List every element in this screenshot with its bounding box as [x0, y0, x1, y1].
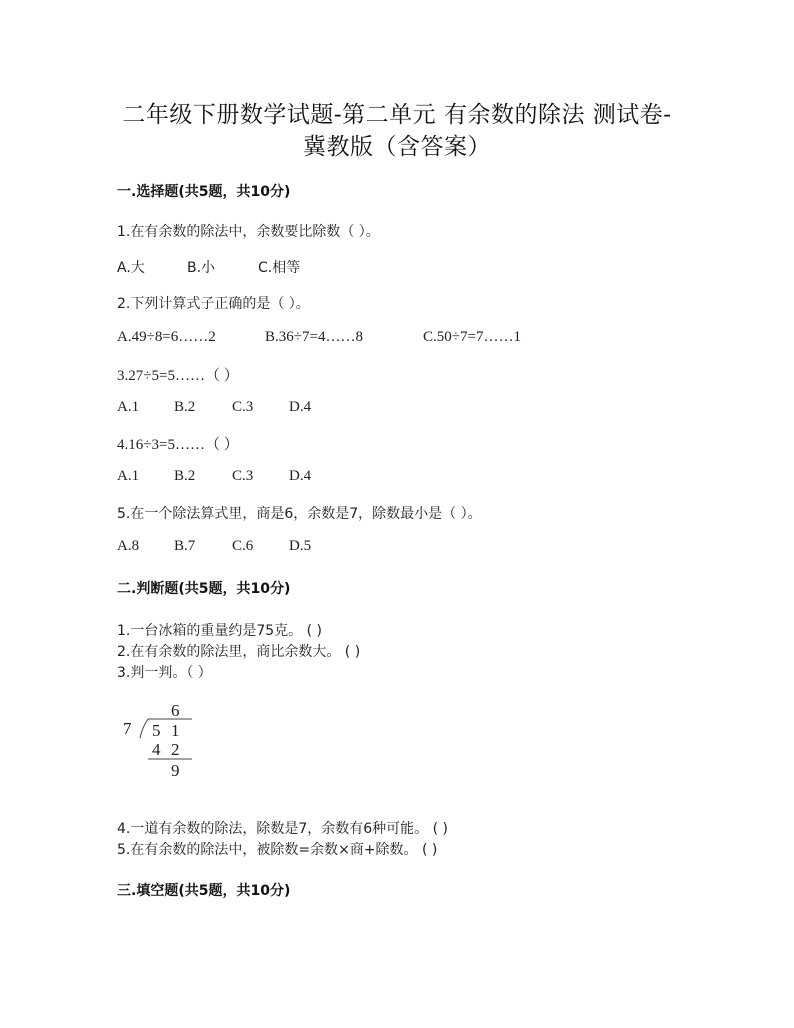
- page-title-line-1: 二年级下册数学试题-第二单元 有余数的除法 测试卷-: [122, 102, 672, 128]
- judge-question-3: 3.判一判。（ ）: [117, 665, 212, 681]
- judge-question-2: 2.在有余数的除法里，商比余数大。 ( ): [117, 644, 361, 660]
- division-divisor: 7: [123, 719, 132, 738]
- division-quotient: 6: [171, 701, 180, 720]
- page-title-line-2: 冀教版（含答案）: [303, 134, 491, 160]
- choice-question-2: 2.下列计算式子正确的是（ ）。: [117, 296, 310, 312]
- option-a: A.1: [117, 399, 140, 415]
- option-c: C.相等: [258, 260, 301, 276]
- option-b: B.36÷7=4……8: [265, 329, 363, 345]
- section-heading-choice: 一.选择题(共5题，共10分): [117, 184, 291, 200]
- option-c: C.50÷7=7……1: [423, 329, 521, 345]
- option-a: A.49÷8=6……2: [117, 329, 216, 345]
- option-b: B.2: [174, 399, 196, 415]
- judge-question-5: 5.在有余数的除法中，被除数=余数×商+除数。 ( ): [117, 842, 438, 858]
- section-heading-judge: 二.判断题(共5题，共10分): [117, 581, 291, 597]
- option-c: C.3: [232, 468, 254, 484]
- judge-question-1: 1.一台冰箱的重量约是75克。 ( ): [117, 623, 322, 639]
- option-a: A.大: [117, 260, 145, 276]
- division-remainder: 9: [171, 761, 180, 780]
- option-a: A.1: [117, 468, 140, 484]
- judge-question-4: 4.一道有余数的除法，除数是7，余数有6种可能。 ( ): [117, 821, 448, 837]
- option-b: B.小: [187, 260, 216, 276]
- choice-question-1: 1.在有余数的除法中，余数要比除数（ ）。: [117, 224, 380, 240]
- option-c: C.3: [232, 399, 254, 415]
- division-dividend-digit-1: 5: [152, 721, 161, 740]
- option-d: D.4: [289, 468, 312, 484]
- exam-page: 二年级下册数学试题-第二单元 有余数的除法 测试卷- 冀教版（含答案） 一.选择题(共5题，共10分) 1.在有余数的除法中，余数要比除数（ ）。 A.大 B.小 C.相等 2.下列计算式子正确的是（ ）。 A.49÷8=6……2 B.36÷7=4……8 C.50÷7=7……1 3.27÷5=5……（ ） A.1 B.2 C.3 D.4 4.16÷3=5……（ ） A.1 B.2 C.3 D.4 5.在一个除法算式里，商是6，余数是7，除数最小是（ ）。 A.8 B.7 C.6 D.5 二.判断题(共5题，共10分) 1.一台冰箱的重量约是75克。 ( ) 2.在有余数的除法里，商比余数大。 ( ) 3.判一判。（ ） 6 7 5 1 4 2 9 4.一道有余数的除法，除数是7，余数有6种可能。 ( ) 5.在有余数的除法中，被除数=余数×商+除数。 ( ) 三.填空题(共5题，共10分): [0, 0, 794, 1028]
- choice-question-5: 5.在一个除法算式里，商是6，余数是7，除数最小是（ ）。: [117, 506, 482, 522]
- option-b: B.2: [174, 468, 196, 484]
- option-a: A.8: [117, 538, 140, 554]
- division-dividend-digit-2: 1: [171, 721, 180, 740]
- option-d: D.4: [289, 399, 312, 415]
- long-division-figure: [116, 698, 206, 783]
- division-product-digit-1: 4: [152, 740, 161, 759]
- option-b: B.7: [174, 538, 196, 554]
- division-product-digit-2: 2: [171, 740, 180, 759]
- option-d: D.5: [289, 538, 312, 554]
- option-c: C.6: [232, 538, 254, 554]
- section-heading-fill: 三.填空题(共5题，共10分): [117, 883, 291, 899]
